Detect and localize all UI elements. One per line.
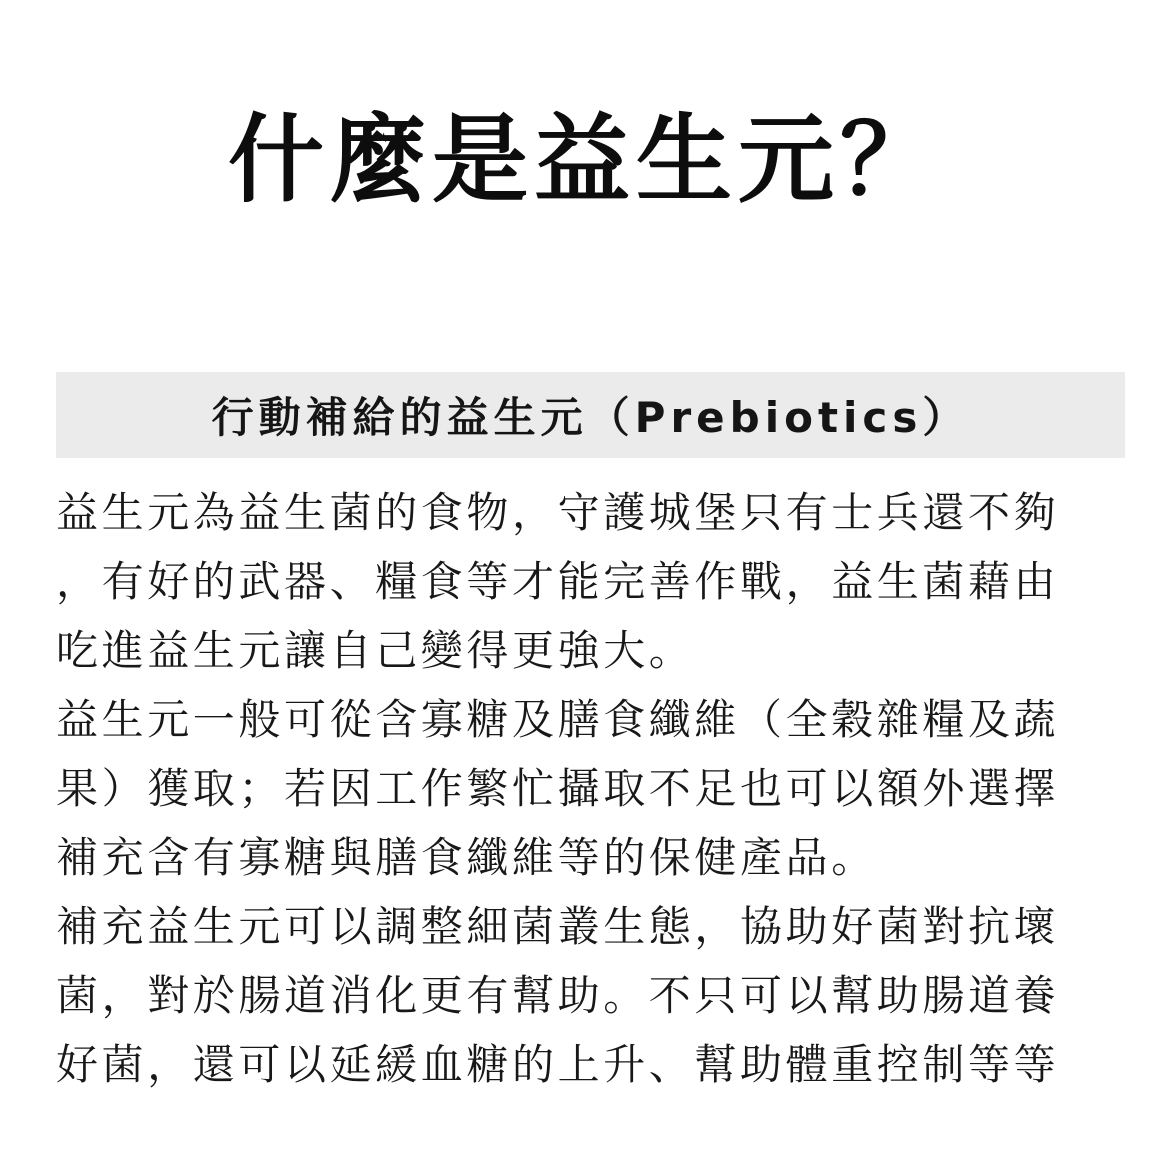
body-paragraphs [56,478,1131,1099]
body-line: 吃進益生元讓自己變得更強大。 [56,626,695,675]
body-line: 果）獲取；若因工作繁忙攝取不足也可以額外選擇 [56,764,1060,813]
body-line: 益生元一般可從含寡糖及膳食纖維（全穀雜糧及蔬 [56,695,1060,744]
body-line: ，有好的武器、糧食等才能完善作戰，益生菌藉由 [56,557,1060,606]
body-line: 好菌，還可以延緩血糖的上升、幫助體重控制等等 [56,1040,1060,1089]
page-title: 什麼是益生元？ [228,104,942,216]
body-line: 補充益生元可以調整細菌叢生態，協助好菌對抗壞 [56,902,1060,951]
section-heading: 行動補給的益生元（Prebiotics） [211,393,970,442]
body-line: 益生元為益生菌的食物，守護城堡只有士兵還不夠 [56,488,1060,537]
section-header-band [56,372,1125,458]
body-line: 補充含有寡糖與膳食纖維等的保健產品。 [56,833,877,882]
body-line: 菌，對於腸道消化更有幫助。不只可以幫助腸道養 [56,971,1060,1020]
